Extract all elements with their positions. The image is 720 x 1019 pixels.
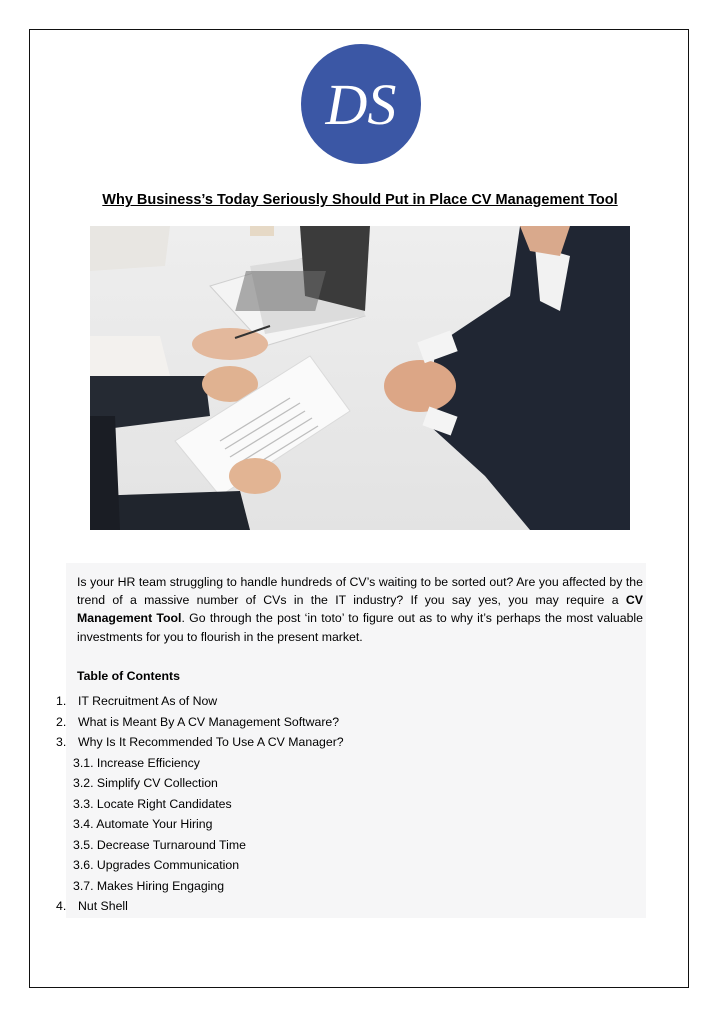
toc-item[interactable]	[56, 899, 128, 913]
logo	[301, 44, 421, 164]
toc-item-label: Why Is It Recommended To Use A CV Manager?	[78, 735, 344, 749]
toc-heading: Table of Contents	[77, 669, 180, 683]
toc-subitem[interactable]: 3.1. Increase Efficiency	[73, 755, 200, 770]
toc-item-number: 3.	[56, 735, 67, 749]
intro-text: Is your HR team struggling to handle hundreds of CV’s waiting to be sorted out? Are you affected by the trend of a massive number of CVs in the IT industry? If you say yes, you may require a	[77, 575, 643, 608]
toc-subitem[interactable]: 3.6. Upgrades Communication	[73, 858, 240, 872]
toc-item-number: 2.	[56, 714, 67, 729]
toc-subitem[interactable]: 3.2. Simplify CV Collection	[73, 776, 218, 790]
toc-item[interactable]	[56, 735, 344, 749]
meeting-photo	[90, 226, 630, 530]
intro-bold-term: CV Management Tool	[77, 593, 643, 626]
article-title: Why Business’s Today Seriously Should Put in Place CV Management Tool	[102, 192, 618, 208]
toc-subitem[interactable]: 3.3. Locate Right Candidates	[73, 796, 232, 811]
toc-item-label: Nut Shell	[78, 899, 128, 913]
toc-item-label: IT Recruitment As of Now	[78, 694, 218, 708]
toc-item-label: What is Meant By A CV Management Software?	[78, 714, 340, 729]
intro-text-end: . Go through the post ‘in toto’ to figure out as to why it’s perhaps the most valuable investments for you to flourish in the present market.	[77, 611, 643, 644]
toc-subitem[interactable]: 3.5. Decrease Turnaround Time	[73, 837, 246, 852]
toc-item[interactable]	[56, 715, 339, 729]
toc-subitem[interactable]: 3.4. Automate Your Hiring	[73, 817, 213, 831]
toc-item-number: 4.	[56, 899, 67, 913]
ds-logo-icon	[301, 44, 421, 164]
intro-paragraph	[77, 573, 643, 646]
toc-item[interactable]	[56, 694, 217, 708]
logo-text: DS	[325, 72, 397, 137]
toc-subitem[interactable]: 3.7. Makes Hiring Engaging	[73, 878, 225, 893]
toc-item-number: 1.	[56, 694, 67, 708]
